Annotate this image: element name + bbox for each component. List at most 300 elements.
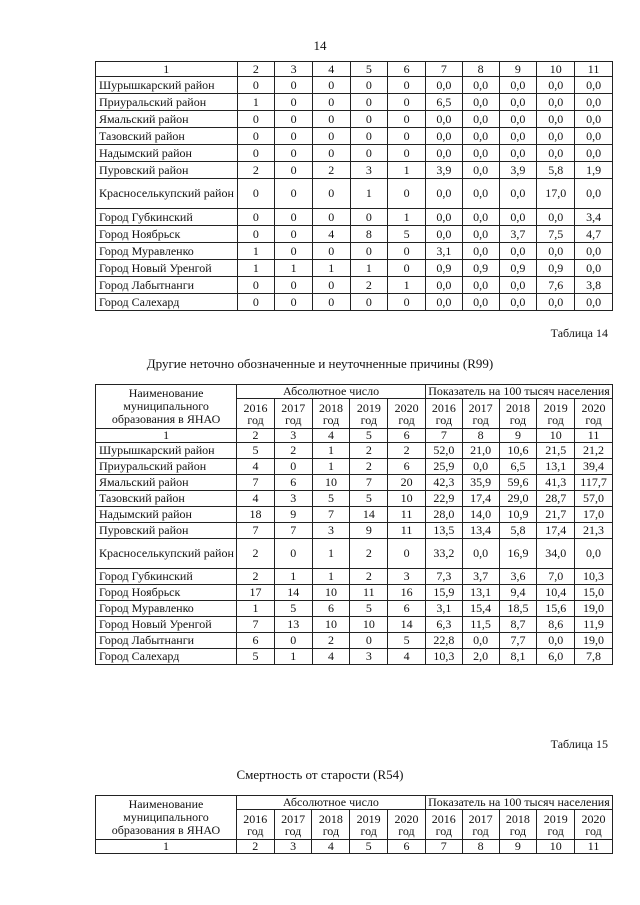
value-cell: 0,0 [425, 226, 462, 243]
value-cell: 4,7 [575, 226, 613, 243]
value-cell: 0 [312, 209, 350, 226]
year-header: 2020 год [388, 810, 426, 840]
value-cell: 2 [237, 162, 275, 179]
value-cell: 0 [312, 179, 350, 209]
value-cell: 0 [275, 162, 313, 179]
year-header: 2020 год [575, 399, 613, 429]
value-cell: 41,3 [537, 475, 575, 491]
value-cell: 0,9 [499, 260, 537, 277]
value-cell: 5 [350, 601, 388, 617]
row-name-cell: Город Лабытнанги [96, 633, 237, 649]
year-header: 2017 год [462, 399, 499, 429]
value-cell: 0,0 [499, 294, 537, 311]
value-cell: 0,0 [499, 209, 537, 226]
value-cell: 19,0 [575, 633, 613, 649]
value-cell: 0,0 [537, 77, 575, 94]
table-row [96, 277, 613, 294]
value-cell: 1 [350, 179, 388, 209]
value-cell: 0 [312, 128, 350, 145]
value-cell: 2 [312, 633, 350, 649]
value-cell: 0 [237, 128, 275, 145]
value-cell: 0,0 [575, 145, 613, 162]
value-cell: 21,2 [575, 443, 613, 459]
value-cell: 17,0 [575, 507, 613, 523]
row-name-cell: Шурышкарский район [96, 77, 238, 94]
column-number-cell: 1 [96, 840, 237, 854]
value-cell: 17,0 [537, 179, 575, 209]
value-cell: 6 [388, 459, 426, 475]
row-name-cell: Ямальский район [96, 111, 238, 128]
column-number-cell: 3 [274, 840, 312, 854]
value-cell: 4 [237, 491, 275, 507]
row-name-cell: Город Муравленко [96, 601, 237, 617]
value-cell: 0,0 [462, 145, 499, 162]
value-cell: 0 [275, 94, 313, 111]
year-header: 2016 год [425, 399, 462, 429]
value-cell: 117,7 [575, 475, 613, 491]
value-cell: 0 [312, 94, 350, 111]
year-header: 2018 год [312, 399, 350, 429]
value-cell: 0,0 [462, 209, 499, 226]
value-cell: 52,0 [425, 443, 462, 459]
column-number-cell: 2 [237, 62, 275, 77]
col-name-header: Наименование муниципального образования в ЯНАО [96, 385, 237, 429]
value-cell: 0 [237, 209, 275, 226]
value-cell: 1 [274, 649, 312, 665]
value-cell: 10,3 [425, 649, 462, 665]
table-row [96, 459, 613, 475]
table-row [96, 585, 613, 601]
value-cell: 0 [237, 179, 275, 209]
value-cell: 6,0 [537, 649, 575, 665]
value-cell: 0 [237, 277, 275, 294]
value-cell: 0 [350, 633, 388, 649]
value-cell: 21,5 [537, 443, 575, 459]
value-cell: 1 [237, 94, 275, 111]
row-name-cell: Надымский район [96, 145, 238, 162]
value-cell: 10 [312, 475, 350, 491]
value-cell: 0,0 [499, 243, 537, 260]
value-cell: 15,0 [575, 585, 613, 601]
value-cell: 0 [275, 145, 313, 162]
row-name-cell: Красноселькупский район [96, 539, 237, 569]
value-cell: 14 [274, 585, 312, 601]
value-cell: 0,0 [499, 277, 537, 294]
value-cell: 0 [237, 145, 275, 162]
value-cell: 7,7 [499, 633, 537, 649]
column-number-cell: 5 [350, 429, 388, 443]
column-number-cell: 8 [462, 429, 499, 443]
value-cell: 0,0 [425, 294, 462, 311]
column-number-cell: 10 [537, 840, 575, 854]
value-cell: 0,0 [462, 243, 499, 260]
table-row [96, 649, 613, 665]
value-cell: 7 [274, 523, 312, 539]
column-number-cell: 7 [425, 429, 462, 443]
value-cell: 16,9 [499, 539, 537, 569]
table-row [96, 443, 613, 459]
value-cell: 1 [388, 209, 426, 226]
row-name-cell: Красноселькупский район [96, 179, 238, 209]
value-cell: 3 [312, 523, 350, 539]
year-header: 2020 год [575, 810, 613, 840]
value-cell: 4 [312, 649, 350, 665]
value-cell: 6,3 [425, 617, 462, 633]
table-row [96, 128, 613, 145]
column-number-cell: 6 [388, 840, 426, 854]
value-cell: 2 [350, 459, 388, 475]
value-cell: 0,0 [462, 128, 499, 145]
value-cell: 28,0 [425, 507, 462, 523]
value-cell: 10,4 [537, 585, 575, 601]
value-cell: 15,9 [425, 585, 462, 601]
value-cell: 7,8 [575, 649, 613, 665]
table-row [96, 491, 613, 507]
value-cell: 0,9 [462, 260, 499, 277]
table-row [96, 539, 613, 569]
value-cell: 15,4 [462, 601, 499, 617]
value-cell: 0,9 [425, 260, 462, 277]
row-name-cell: Приуральский район [96, 94, 238, 111]
value-cell: 1 [312, 443, 350, 459]
column-number-cell: 4 [312, 429, 350, 443]
value-cell: 11,9 [575, 617, 613, 633]
value-cell: 2 [237, 539, 275, 569]
value-cell: 10 [350, 617, 388, 633]
value-cell: 14 [388, 617, 426, 633]
value-cell: 7 [237, 617, 275, 633]
value-cell: 9,4 [499, 585, 537, 601]
row-name-cell: Город Губкинский [96, 209, 238, 226]
value-cell: 4 [388, 649, 426, 665]
value-cell: 0,0 [575, 179, 613, 209]
value-cell: 13 [274, 617, 312, 633]
value-cell: 0,0 [425, 111, 462, 128]
table-row [96, 294, 613, 311]
value-cell: 9 [274, 507, 312, 523]
column-number-cell: 10 [537, 429, 575, 443]
value-cell: 0,0 [462, 633, 499, 649]
value-cell: 6 [237, 633, 275, 649]
value-cell: 7 [237, 475, 275, 491]
value-cell: 17,4 [462, 491, 499, 507]
value-cell: 0 [237, 77, 275, 94]
column-number-cell: 4 [312, 62, 350, 77]
page-number: 14 [313, 38, 327, 53]
value-cell: 0,0 [425, 277, 462, 294]
value-cell: 21,7 [537, 507, 575, 523]
value-cell: 5 [274, 601, 312, 617]
value-cell: 14 [350, 507, 388, 523]
value-cell: 5 [237, 443, 275, 459]
value-cell: 10 [388, 491, 426, 507]
table-15-title: Смертность от старости (R54) [236, 767, 404, 782]
table-row [96, 179, 613, 209]
value-cell: 0,0 [575, 243, 613, 260]
column-number-row [96, 62, 613, 77]
year-header: 2016 год [237, 399, 275, 429]
value-cell: 0 [350, 128, 388, 145]
value-cell: 1 [275, 260, 313, 277]
value-cell: 13,1 [537, 459, 575, 475]
value-cell: 5 [388, 226, 426, 243]
column-number-cell: 5 [350, 62, 388, 77]
column-number-cell: 10 [537, 62, 575, 77]
table-row [96, 569, 613, 585]
col-rate-header: Показатель на 100 тысяч населения [425, 796, 612, 810]
value-cell: 0,0 [499, 94, 537, 111]
value-cell: 2 [274, 443, 312, 459]
row-name-cell: Город Лабытнанги [96, 277, 238, 294]
value-cell: 6,5 [425, 94, 462, 111]
value-cell: 0 [275, 243, 313, 260]
value-cell: 9 [350, 523, 388, 539]
value-cell: 0 [388, 260, 426, 277]
row-name-cell: Тазовский район [96, 491, 237, 507]
value-cell: 0 [275, 226, 313, 243]
value-cell: 8,7 [499, 617, 537, 633]
row-name-cell: Пуровский район [96, 523, 237, 539]
value-cell: 6,5 [499, 459, 537, 475]
value-cell: 22,9 [425, 491, 462, 507]
value-cell: 3,1 [425, 601, 462, 617]
value-cell: 0,0 [537, 145, 575, 162]
value-cell: 11 [388, 523, 426, 539]
value-cell: 6 [274, 475, 312, 491]
value-cell: 1 [237, 601, 275, 617]
year-header: 2018 год [499, 399, 537, 429]
value-cell: 2 [388, 443, 426, 459]
table-row [96, 111, 613, 128]
value-cell: 0,0 [499, 145, 537, 162]
column-number-cell: 7 [425, 62, 462, 77]
column-number-cell: 6 [388, 429, 426, 443]
value-cell: 0,0 [462, 77, 499, 94]
value-cell: 16 [388, 585, 426, 601]
value-cell: 1 [350, 260, 388, 277]
table-row [96, 77, 613, 94]
value-cell: 20 [388, 475, 426, 491]
value-cell: 0 [388, 128, 426, 145]
column-number-cell: 6 [388, 62, 426, 77]
column-number-cell: 8 [462, 62, 499, 77]
value-cell: 2,0 [462, 649, 499, 665]
value-cell: 0 [275, 111, 313, 128]
table-row [96, 523, 613, 539]
row-name-cell: Город Новый Уренгой [96, 617, 237, 633]
value-cell: 0,0 [462, 94, 499, 111]
value-cell: 10,9 [499, 507, 537, 523]
value-cell: 7,6 [537, 277, 575, 294]
value-cell: 5,8 [537, 162, 575, 179]
value-cell: 5 [312, 491, 350, 507]
value-cell: 3,8 [575, 277, 613, 294]
column-number-cell: 11 [575, 840, 613, 854]
value-cell: 0 [275, 294, 313, 311]
value-cell: 35,9 [462, 475, 499, 491]
value-cell: 8 [350, 226, 388, 243]
value-cell: 0 [388, 94, 426, 111]
value-cell: 57,0 [575, 491, 613, 507]
value-cell: 10,6 [499, 443, 537, 459]
value-cell: 0,0 [462, 294, 499, 311]
column-number-cell: 2 [236, 840, 274, 854]
value-cell: 7,0 [537, 569, 575, 585]
row-name-cell: Ямальский район [96, 475, 237, 491]
value-cell: 2 [237, 569, 275, 585]
row-name-cell: Город Салехард [96, 294, 238, 311]
value-cell: 0 [237, 294, 275, 311]
row-name-cell: Город Ноябрьск [96, 226, 238, 243]
table-row [96, 94, 613, 111]
table-row [96, 145, 613, 162]
value-cell: 0,0 [537, 94, 575, 111]
value-cell: 0 [312, 111, 350, 128]
column-number-cell: 1 [96, 429, 237, 443]
value-cell: 13,1 [462, 585, 499, 601]
value-cell: 3,1 [425, 243, 462, 260]
value-cell: 2 [350, 443, 388, 459]
value-cell: 0,0 [425, 77, 462, 94]
value-cell: 11 [350, 585, 388, 601]
year-header: 2019 год [350, 399, 388, 429]
value-cell: 0,0 [575, 294, 613, 311]
value-cell: 4 [237, 459, 275, 475]
value-cell: 13,5 [425, 523, 462, 539]
value-cell: 33,2 [425, 539, 462, 569]
value-cell: 2 [350, 569, 388, 585]
value-cell: 0,0 [537, 294, 575, 311]
value-cell: 1 [388, 162, 426, 179]
value-cell: 0 [312, 77, 350, 94]
year-header: 2019 год [537, 399, 575, 429]
value-cell: 5,8 [499, 523, 537, 539]
value-cell: 0,0 [462, 179, 499, 209]
value-cell: 25,9 [425, 459, 462, 475]
value-cell: 0 [350, 294, 388, 311]
value-cell: 0,9 [537, 260, 575, 277]
value-cell: 19,0 [575, 601, 613, 617]
value-cell: 1 [312, 260, 350, 277]
value-cell: 8,1 [499, 649, 537, 665]
value-cell: 3 [388, 569, 426, 585]
value-cell: 0 [388, 77, 426, 94]
column-number-cell: 4 [312, 840, 350, 854]
table-14-title: Другие неточно обозначенные и неуточненные причины (R99) [146, 356, 494, 371]
value-cell: 17,4 [537, 523, 575, 539]
col-abs-header: Абсолютное число [236, 796, 425, 810]
value-cell: 0 [312, 145, 350, 162]
value-cell: 0 [275, 277, 313, 294]
column-number-cell: 3 [275, 62, 313, 77]
column-number-cell: 11 [575, 429, 613, 443]
value-cell: 6 [312, 601, 350, 617]
row-name-cell: Приуральский район [96, 459, 237, 475]
value-cell: 0 [275, 179, 313, 209]
value-cell: 0,0 [575, 128, 613, 145]
value-cell: 3,6 [499, 569, 537, 585]
value-cell: 0,0 [575, 539, 613, 569]
row-name-cell: Пуровский район [96, 162, 238, 179]
year-header: 2020 год [388, 399, 426, 429]
value-cell: 10 [312, 617, 350, 633]
value-cell: 0,0 [575, 260, 613, 277]
value-cell: 0 [388, 539, 426, 569]
table-row [96, 243, 613, 260]
value-cell: 7,5 [537, 226, 575, 243]
value-cell: 1 [312, 569, 350, 585]
value-cell: 1,9 [575, 162, 613, 179]
table-row [96, 633, 613, 649]
column-number-cell: 9 [499, 62, 537, 77]
row-name-cell: Город Салехард [96, 649, 237, 665]
value-cell: 0 [274, 633, 312, 649]
value-cell: 17 [237, 585, 275, 601]
value-cell: 0,0 [425, 209, 462, 226]
year-header: 2017 год [274, 810, 312, 840]
year-header: 2017 год [274, 399, 312, 429]
year-header: 2016 год [425, 810, 462, 840]
value-cell: 0 [350, 94, 388, 111]
year-header: 2018 год [499, 810, 537, 840]
value-cell: 1 [388, 277, 426, 294]
value-cell: 15,6 [537, 601, 575, 617]
value-cell: 0 [388, 179, 426, 209]
value-cell: 1 [312, 539, 350, 569]
row-name-cell: Город Муравленко [96, 243, 238, 260]
value-cell: 0,0 [499, 111, 537, 128]
value-cell: 3,7 [462, 569, 499, 585]
value-cell: 7 [312, 507, 350, 523]
table-14-caption: Таблица 14 [550, 326, 608, 340]
value-cell: 42,3 [425, 475, 462, 491]
value-cell: 7,3 [425, 569, 462, 585]
value-cell: 0 [237, 226, 275, 243]
table-row [96, 162, 613, 179]
table-row [96, 260, 613, 277]
value-cell: 0 [274, 539, 312, 569]
value-cell: 2 [350, 277, 388, 294]
value-cell: 10,3 [575, 569, 613, 585]
value-cell: 0,0 [425, 128, 462, 145]
row-name-cell: Город Ноябрьск [96, 585, 237, 601]
value-cell: 4 [312, 226, 350, 243]
column-number-cell: 5 [350, 840, 388, 854]
value-cell: 0 [388, 294, 426, 311]
column-number-cell: 8 [462, 840, 499, 854]
value-cell: 18 [237, 507, 275, 523]
row-name-cell: Шурышкарский район [96, 443, 237, 459]
value-cell: 11 [388, 507, 426, 523]
value-cell: 0 [350, 77, 388, 94]
year-header: 2018 год [312, 810, 350, 840]
value-cell: 7 [350, 475, 388, 491]
value-cell: 0,0 [462, 162, 499, 179]
value-cell: 3 [274, 491, 312, 507]
value-cell: 5 [388, 633, 426, 649]
row-name-cell: Город Губкинский [96, 569, 237, 585]
year-header: 2016 год [236, 810, 274, 840]
value-cell: 0 [275, 77, 313, 94]
value-cell: 59,6 [499, 475, 537, 491]
value-cell: 0,0 [537, 111, 575, 128]
value-cell: 0 [312, 277, 350, 294]
value-cell: 0,0 [462, 539, 499, 569]
value-cell: 0,0 [537, 243, 575, 260]
value-cell: 0,0 [499, 179, 537, 209]
value-cell: 22,8 [425, 633, 462, 649]
value-cell: 3,9 [425, 162, 462, 179]
